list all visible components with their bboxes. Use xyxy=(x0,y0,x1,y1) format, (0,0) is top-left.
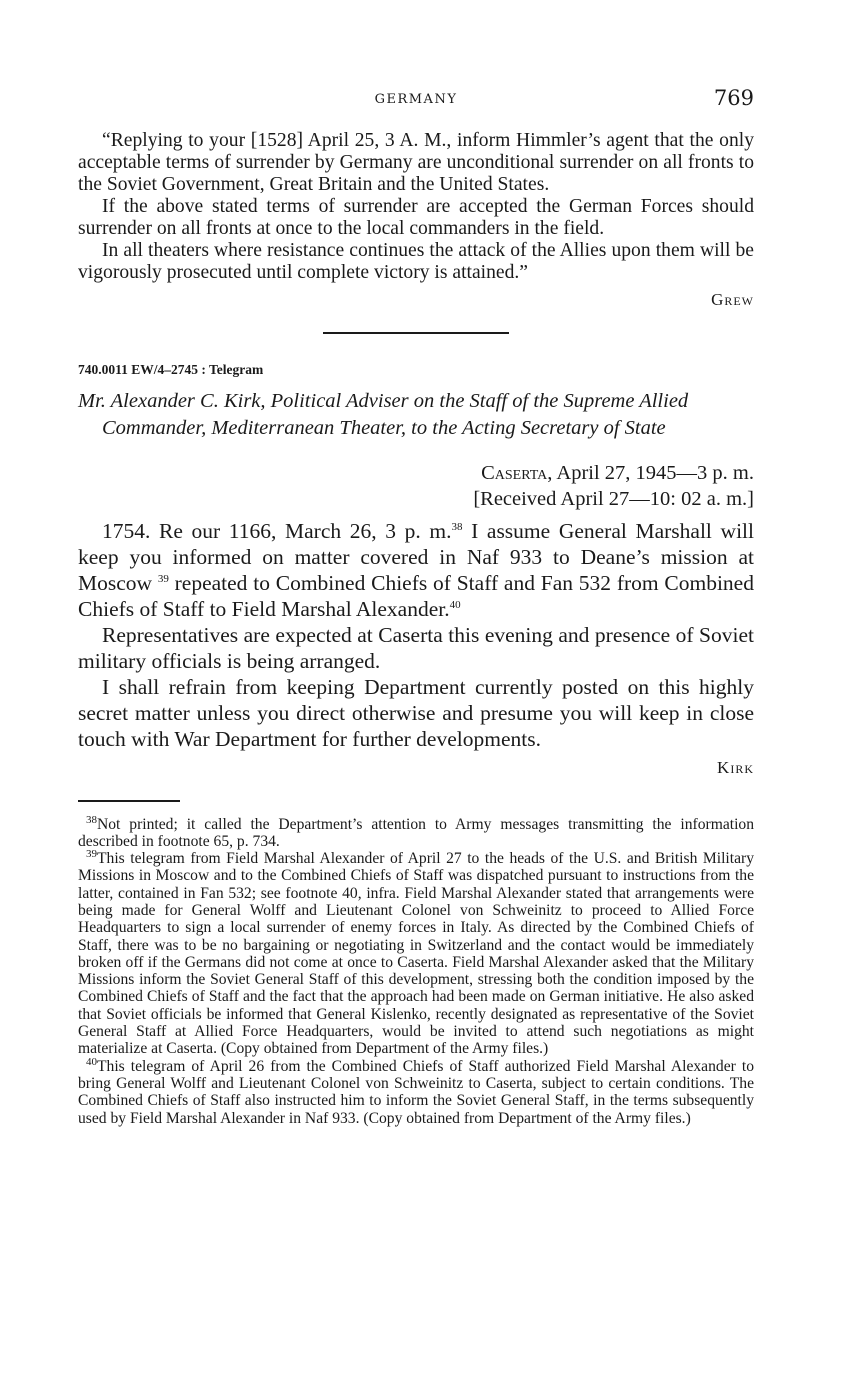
telegram-body xyxy=(78,518,754,752)
body-text: 1754. Re our 1166, March 26, 3 p. m. xyxy=(102,519,452,543)
date-line xyxy=(78,460,754,486)
quote-paragraph: If the above stated terms of surrender are accepted the German Forces should surrender on all fronts at once to the local commanders in the field. xyxy=(78,196,754,239)
quote-paragraph: In all theaters where resistance continues the attack of the Allies upon them will be vigorously prosecuted until complete victory is attained.” xyxy=(78,240,754,283)
footnote xyxy=(78,847,754,1058)
quoted-telegram xyxy=(78,130,754,284)
date-text: , April 27, 1945—3 p. m. xyxy=(547,462,754,484)
footnote-text: Not printed; it called the Department’s attention to Army messages transmitting the information described in footnote 65, p. 734. xyxy=(78,815,754,850)
footnote-text: This telegram of April 26 from the Combined Chiefs of Staff authorized Field Marshal Alexander to bring General Wolff and Lieutenant Colonel von Schweinitz to Caserta, subject to certain conditions. The Combined Chiefs of Staff also instructed him to inform the Soviet General Staff, in the terms subsequently used by Field Marshal Alexander in Naf 933. (Copy obtained from Department of the Army files.) xyxy=(78,1057,754,1127)
footnotes xyxy=(78,813,754,1127)
page-header xyxy=(78,86,754,116)
footnote-ref: 39 xyxy=(157,572,169,585)
footnote xyxy=(78,1055,754,1127)
footnote-divider xyxy=(78,800,180,802)
footnote-ref: 38 xyxy=(451,520,463,533)
signature-grew: Grew xyxy=(711,290,754,309)
section-divider xyxy=(323,332,509,334)
body-paragraph: Representatives are expected at Caserta this evening and presence of Soviet military officials is being arranged. xyxy=(78,623,754,673)
footnote xyxy=(78,813,754,851)
body-paragraph: I shall refrain from keeping Department currently posted on this highly secret matter unless you direct otherwise and presume you will keep in close touch with War Department for further developments. xyxy=(78,675,754,751)
document-title: Mr. Alexander C. Kirk, Political Adviser on the Staff of the Supreme Allied Commander, Mediterranean Theater, to the Acting Secretary of State xyxy=(78,390,689,439)
signature-kirk: Kirk xyxy=(717,758,754,777)
footnote-number: 40 xyxy=(86,1055,97,1068)
document-page xyxy=(78,86,754,1127)
document-reference: 740.0011 EW/4–2745 : Telegram xyxy=(78,362,264,377)
page-number: 769 xyxy=(713,86,754,110)
received-line: [Received April 27—10: 02 a. m.] xyxy=(473,488,754,510)
footnote-ref: 40 xyxy=(449,598,461,611)
footnote-number: 39 xyxy=(86,847,97,860)
body-text: repeated to Combined Chiefs of Staff and Fan 532 from Combined Chiefs of Staff to Field Marshal Alexander. xyxy=(78,571,754,621)
footnote-text: This telegram from Field Marshal Alexander of April 27 to the heads of the U.S. and British Military Missions in Moscow and to the Combined Chiefs of Staff was dispatched pursuant to instructions from the latter, contained in Fan 532; see footnote 40, infra. Field Marshal Alexander stated that arrangements were being made for General Wolff and Lieutenant Colonel von Schweinitz to proceed to Allied Force Headquarters to sign a local surrender of enemy forces in Italy. As directed by the Combined Chiefs of Staff, there was to be no bargaining or negotiating in Switzerland and the contact would be immediately broken off if the Germans did not come at once to Caserta. Field Marshal Alexander asked that the Military Missions inform the Soviet General Staff of this development, stressing both the condition imposed by the Combined Chiefs of Staff and the fact that the approach had been made on German initiative. He also asked that Soviet officials be informed that General Kislenko, recently designated as representative of the Soviet General Staff at Allied Force Headquarters, would be invited to attend such negotiations as might materialize at Caserta. (Copy obtained from Department of the Army files.) xyxy=(78,850,754,1058)
footnote-number: 38 xyxy=(86,813,97,826)
body-paragraph xyxy=(78,518,754,622)
body-text: I assume General Marshall will keep you informed on matter covered in Naf 933 to Deane’s mission at Moscow xyxy=(78,519,754,595)
running-head: GERMANY xyxy=(374,92,458,107)
dateline xyxy=(78,460,754,512)
place-name: Caserta xyxy=(481,462,548,484)
quote-paragraph: “Replying to your [1528] April 25, 3 A. M., inform Himmler’s agent that the only acceptable terms of surrender by Germany are unconditional surrender on all fronts to the Soviet Government, Great Britain and the United States. xyxy=(78,130,754,195)
